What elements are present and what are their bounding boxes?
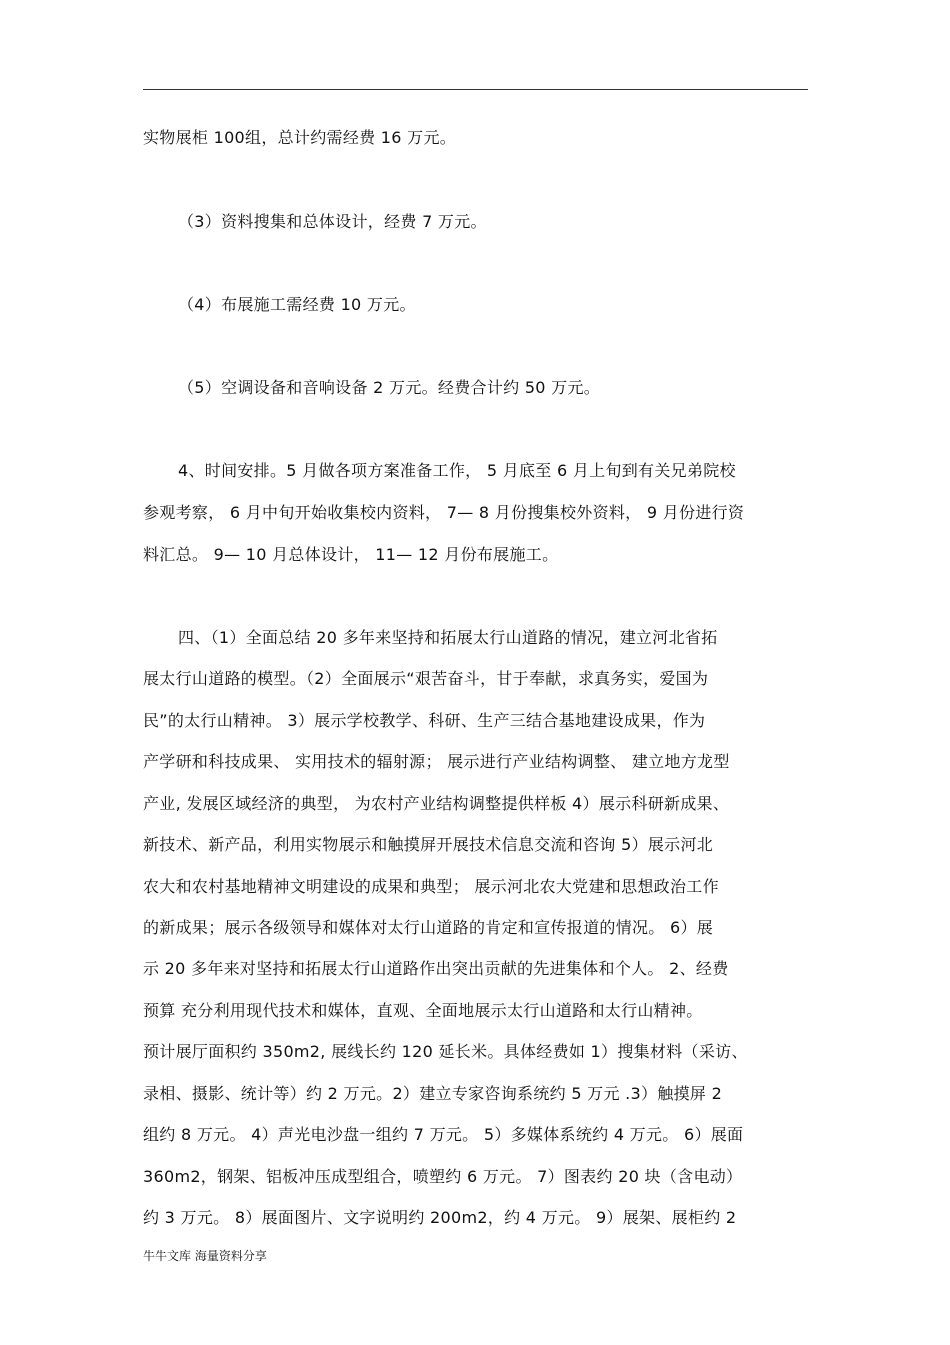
text-line: 参观考察， 6 月中旬开始收集校内资料， 7— 8 月份搜集校外资料， 9 月份进行资 xyxy=(143,503,745,522)
text-line: 实物展柜 100组，总计约需经费 16 万元。 xyxy=(143,128,457,147)
page-footer: 牛牛文库 海量资料分享 xyxy=(143,1249,267,1263)
text-line: 新技术、新产品，利用实物展示和触摸屏开展技术信息交流和咨询 5）展示河北 xyxy=(143,835,714,854)
text-line: 产业, 发展区域经济的典型， 为农村产业结构调整提供样板 4）展示科研新成果、 xyxy=(143,794,730,813)
text-line: 示 20 多年来对坚持和拓展太行山道路作出突出贡献的先进集体和个人。 2、经费 xyxy=(143,959,729,978)
text-line: （3）资料搜集和总体设计，经费 7 万元。 xyxy=(178,212,487,231)
text-line: 约 3 万元。 8）展面图片、文字说明约 200m2，约 4 万元。 9）展架、展柜约 2 xyxy=(143,1208,737,1227)
text-line: （4）布展施工需经费 10 万元。 xyxy=(178,295,416,314)
text-line: 产学研和科技成果、 实用技术的辐射源； 展示进行产业结构调整、 建立地方龙型 xyxy=(143,752,730,771)
text-line: 农大和农村基地精神文明建设的成果和典型； 展示河北农大党建和思想政治工作 xyxy=(143,877,719,896)
text-line: 民”的太行山精神。 3）展示学校教学、科研、生产三结合基地建设成果，作为 xyxy=(143,711,706,730)
text-line: 录相、摄影、统计等）约 2 万元。2）建立专家咨询系统约 5 万元 .3）触摸屏 2 xyxy=(143,1084,723,1103)
text-line: 的新成果；展示各级领导和媒体对太行山道路的肯定和宣传报道的情况。 6）展 xyxy=(143,918,714,937)
text-line: 四、（1）全面总结 20 多年来坚持和拓展太行山道路的情况，建立河北省拓 xyxy=(178,628,718,647)
text-line: 预计展厅面积约 350m2, 展线长约 120 延长米。具体经费如 1）搜集材料（采访、 xyxy=(143,1042,748,1061)
text-line: 360m2，钢架、铝板冲压成型组合，喷塑约 6 万元。 7）图表约 20 块（含电动） xyxy=(143,1167,743,1186)
text-line: （5）空调设备和音响设备 2 万元。经费合计约 50 万元。 xyxy=(178,378,601,397)
text-line: 组约 8 万元。 4）声光电沙盘一组约 7 万元。 5）多媒体系统约 4 万元。 6）展面 xyxy=(143,1125,744,1144)
text-line: 4、时间安排。5 月做各项方案准备工作， 5 月底至 6 月上旬到有关兄弟院校 xyxy=(178,461,736,480)
text-line: 料汇总。 9— 10 月总体设计， 11— 12 月份布展施工。 xyxy=(143,545,559,564)
header-rule xyxy=(143,89,808,90)
text-line: 预算 充分利用现代技术和媒体，直观、全面地展示太行山道路和太行山精神。 xyxy=(143,1001,703,1020)
text-line: 展太行山道路的模型。（2）全面展示“艰苦奋斗，甘于奉献，求真务实，爱国为 xyxy=(143,669,709,688)
